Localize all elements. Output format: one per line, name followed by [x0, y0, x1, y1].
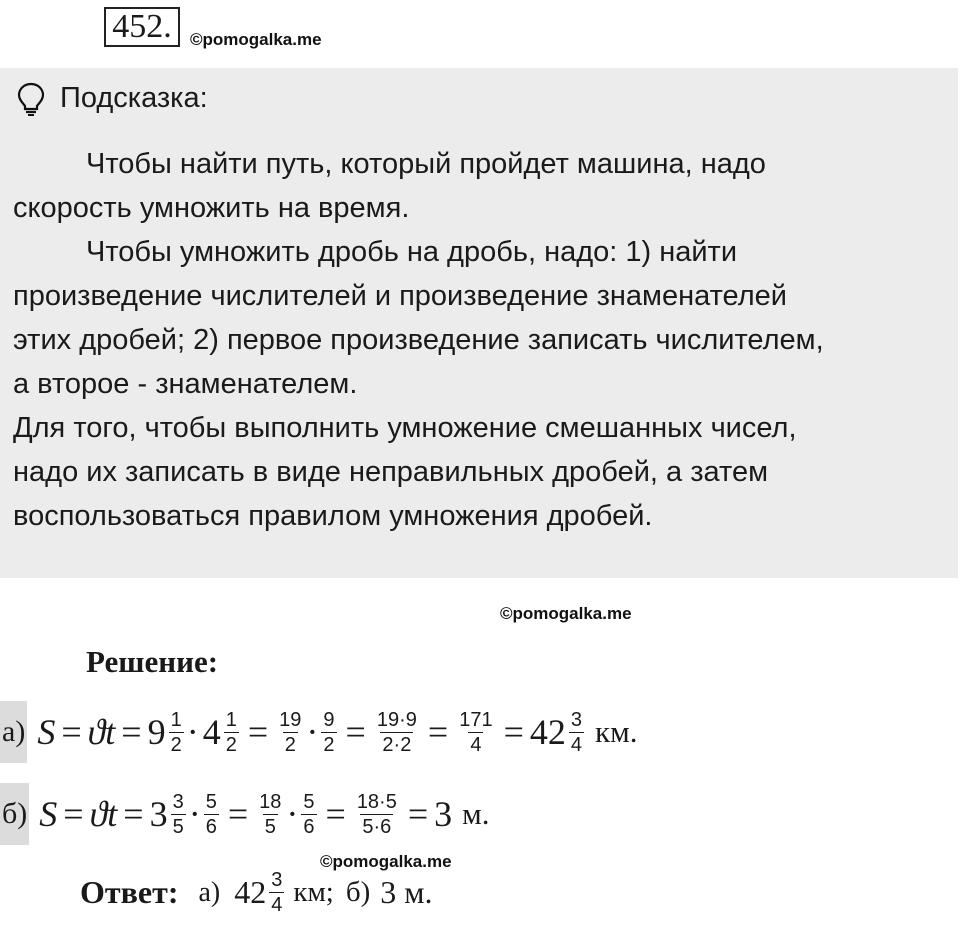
denominator: 4 — [271, 894, 283, 916]
denominator: 5 — [264, 815, 276, 838]
math-symbol: = — [407, 794, 429, 834]
whole-part: 42 — [529, 712, 566, 752]
denominator: 4 — [470, 733, 482, 756]
math-symbol: = — [61, 712, 82, 752]
numerator: 18·5 — [356, 790, 397, 813]
unit: м. — [462, 796, 490, 831]
solution-row-a — [0, 702, 637, 762]
answer-item-label: а) — [198, 876, 221, 908]
numerator: 19·9 — [376, 708, 417, 731]
denominator: 2 — [170, 733, 182, 756]
hint-line: надо их записать в виде неправильных дробей, а затем — [13, 456, 769, 488]
math-symbol: · — [186, 712, 199, 752]
watermark: ©pomogalka.me — [500, 604, 632, 623]
hint-line: Чтобы найти путь, который пройдет машина, надо — [86, 148, 766, 180]
fraction — [301, 790, 316, 839]
denominator: 2 — [284, 733, 296, 756]
unit: км; — [293, 876, 334, 908]
hint-line: Для того, чтобы выполнить умножение смешанных чисел, — [13, 412, 797, 444]
hint-line: этих дробей; 2) первое произведение записать числителем, — [13, 324, 824, 356]
math-symbol: = — [121, 712, 142, 752]
math-symbol: = — [227, 794, 249, 834]
numerator: 9 — [323, 708, 335, 731]
fraction — [375, 708, 419, 757]
hint-line: скорость умножить на время. — [13, 192, 410, 224]
fraction — [569, 708, 584, 757]
result-value: 3 — [434, 794, 453, 834]
fraction — [204, 790, 219, 839]
hint-line: а второе - знаменателем. — [13, 368, 358, 400]
answer-label: Ответ: — [80, 874, 179, 910]
fraction — [321, 708, 336, 757]
numerator: 5 — [303, 790, 315, 813]
fraction — [171, 790, 186, 839]
whole-part: 9 — [147, 712, 166, 752]
numerator: 1 — [225, 708, 237, 731]
numerator: 3 — [172, 790, 184, 813]
math-symbol: · — [188, 794, 201, 834]
math-symbol: S — [39, 794, 58, 834]
math-symbol: = — [123, 794, 144, 834]
numerator: 5 — [205, 790, 217, 813]
math-symbol: · — [306, 712, 319, 752]
hint-line: Чтобы умножить дробь на дробь, надо: 1) найти — [86, 236, 738, 268]
watermark: ©pomogalka.me — [190, 30, 322, 49]
answer-row — [80, 868, 433, 917]
whole-part: 4 — [202, 712, 221, 752]
denominator: 6 — [205, 815, 217, 838]
fraction — [457, 708, 494, 757]
denominator: 2 — [225, 733, 237, 756]
fraction — [169, 708, 184, 757]
numerator: 19 — [279, 708, 302, 731]
task-number: 452. — [104, 7, 180, 47]
hint-line: произведение числителей и произведение знаменателей — [13, 280, 787, 312]
numerator: 3 — [570, 708, 583, 731]
item-label: б) — [0, 783, 29, 845]
math-symbol: ϑt — [89, 794, 118, 834]
denominator: 5·6 — [362, 815, 392, 838]
denominator: 2·2 — [382, 733, 412, 756]
math-symbol: · — [286, 794, 299, 834]
math-symbol: ϑt — [87, 712, 116, 752]
fraction — [257, 790, 283, 839]
math-symbol: = — [427, 712, 449, 752]
answer-value: 3 м. — [380, 874, 433, 910]
numerator: 1 — [170, 708, 182, 731]
lightbulb-icon — [16, 82, 46, 116]
numerator: 18 — [259, 790, 282, 813]
watermark: ©pomogalka.me — [320, 852, 452, 871]
numerator: 3 — [271, 869, 283, 891]
fraction — [277, 708, 303, 757]
denominator: 5 — [172, 815, 184, 838]
denominator: 6 — [303, 815, 315, 838]
numerator: 171 — [459, 708, 493, 731]
math-symbol: = — [345, 712, 366, 752]
unit: км. — [595, 714, 638, 749]
hint-title: Подсказка: — [60, 82, 208, 114]
hint-line: воспользоваться правилом умножения дробей. — [13, 500, 653, 532]
denominator: 2 — [323, 733, 335, 756]
math-symbol: = — [503, 712, 524, 752]
fraction — [224, 708, 239, 757]
answer-item-label: б) — [345, 876, 371, 908]
whole-part: 42 — [234, 874, 267, 910]
math-symbol: = — [63, 794, 84, 834]
math-symbol: = — [325, 794, 346, 834]
math-symbol: S — [37, 712, 56, 752]
fraction — [355, 790, 399, 839]
solution-row-b — [0, 784, 490, 844]
math-symbol: = — [247, 712, 269, 752]
solution-title: Решение: — [86, 644, 219, 679]
item-label: а) — [0, 701, 27, 763]
whole-part: 3 — [149, 794, 168, 834]
denominator: 4 — [570, 733, 583, 756]
fraction — [269, 868, 284, 917]
